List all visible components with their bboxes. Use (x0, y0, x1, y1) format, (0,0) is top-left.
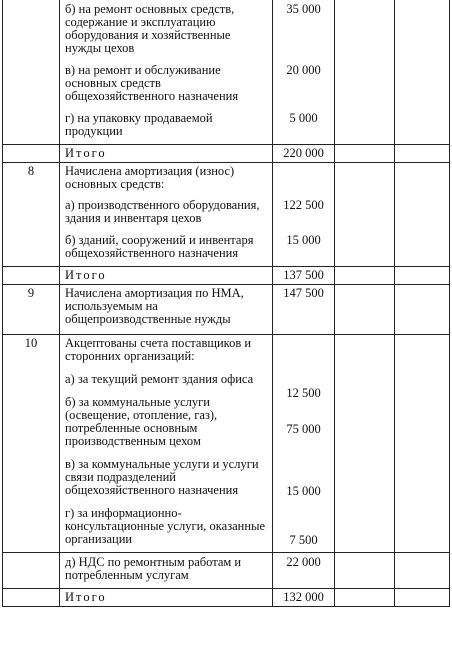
row-number-cell (3, 335, 60, 553)
item-text: г) за информационно-консультационные услуги, оказанные организации (65, 506, 266, 546)
empty-cell (395, 267, 450, 285)
table-row (3, 0, 450, 145)
item-amount: 147 500 (283, 286, 324, 300)
row-number: 9 (27, 286, 35, 300)
amount-cell (273, 285, 335, 335)
empty-cell (395, 553, 450, 589)
empty-cell (335, 145, 395, 163)
item-amount: 22 000 (286, 555, 321, 569)
table-row (3, 335, 450, 553)
item-text: а) производственного оборудования, здания и инвентаря цехов (65, 198, 260, 225)
row-number-cell (3, 0, 60, 145)
row-number-cell (3, 267, 60, 285)
empty-cell (395, 285, 450, 335)
total-amount: 220 000 (283, 146, 324, 160)
table-row (3, 553, 450, 589)
row-number: 10 (24, 336, 38, 350)
amount-cell (273, 553, 335, 589)
row-number-cell (3, 553, 60, 589)
description-cell (60, 335, 273, 553)
total-label: Итого (65, 146, 107, 160)
item-amount: 5 000 (289, 111, 318, 125)
description-cell (60, 163, 273, 267)
operation-heading: Начислена амортизация по НМА, используемым на общепроизводственные нужды (65, 286, 244, 326)
row-number: 8 (27, 164, 35, 178)
total-label: Итого (65, 590, 107, 604)
item-amount: 15 000 (286, 484, 321, 498)
row-number-cell (3, 589, 60, 607)
item-text: г) на упаковку продаваемой продукции (65, 111, 213, 138)
description-cell (60, 285, 273, 335)
empty-cell (335, 267, 395, 285)
empty-cell (395, 335, 450, 553)
total-label-cell (60, 267, 273, 285)
description-cell (60, 553, 273, 589)
row-number-cell (3, 145, 60, 163)
item-text: в) на ремонт и обслуживание основных средств общехозяйственного назначения (65, 63, 239, 103)
total-row (3, 589, 450, 607)
empty-cell (395, 163, 450, 267)
item-amount: 122 500 (283, 198, 324, 212)
item-amount: 7 500 (289, 533, 318, 547)
item-amount: 75 000 (286, 422, 321, 436)
empty-cell (335, 589, 395, 607)
amount-cell (273, 0, 335, 145)
item-text: б) зданий, сооружений и инвентаря общехозяйственного назначения (65, 233, 254, 260)
empty-cell (395, 145, 450, 163)
journal-table (2, 0, 450, 607)
empty-cell (395, 0, 450, 145)
total-row (3, 145, 450, 163)
item-amount: 12 500 (286, 386, 321, 400)
item-text: б) за коммунальные услуги (освещение, отопление, газ), потребленные основным производственным цехом (65, 395, 218, 448)
total-label-cell (60, 145, 273, 163)
item-text: д) НДС по ремонтным работам и потребленным услугам (65, 555, 242, 582)
row-number-cell (3, 285, 60, 335)
empty-cell (335, 163, 395, 267)
empty-cell (335, 553, 395, 589)
empty-cell (335, 335, 395, 553)
operation-heading: Акцептованы счета поставщиков и сторонних организаций: (65, 336, 252, 363)
total-label: Итого (65, 268, 107, 282)
empty-cell (335, 285, 395, 335)
item-text: а) за текущий ремонт здания офиса (65, 372, 254, 386)
total-label-cell (60, 589, 273, 607)
total-amount-cell (273, 589, 335, 607)
amount-cell (273, 335, 335, 553)
item-amount: 35 000 (286, 2, 321, 16)
item-text: в) за коммунальные услуги и услуги связи подразделений общехозяйственного назначения (65, 457, 259, 497)
total-amount-cell (273, 145, 335, 163)
total-amount-cell (273, 267, 335, 285)
table-row (3, 163, 450, 267)
row-number-cell (3, 163, 60, 267)
total-amount: 132 000 (283, 590, 324, 604)
total-amount: 137 500 (283, 268, 324, 282)
total-row (3, 267, 450, 285)
empty-cell (395, 589, 450, 607)
operation-heading: Начислена амортизация (износ) основных средств: (65, 164, 235, 191)
description-cell (60, 0, 273, 145)
table-row (3, 285, 450, 335)
item-text: б) на ремонт основных средств, содержание и эксплуатацию оборудования и хозяйственные нужды цехов (65, 2, 235, 55)
amount-cell (273, 163, 335, 267)
empty-cell (335, 0, 395, 145)
item-amount: 15 000 (286, 233, 321, 247)
item-amount: 20 000 (286, 63, 321, 77)
